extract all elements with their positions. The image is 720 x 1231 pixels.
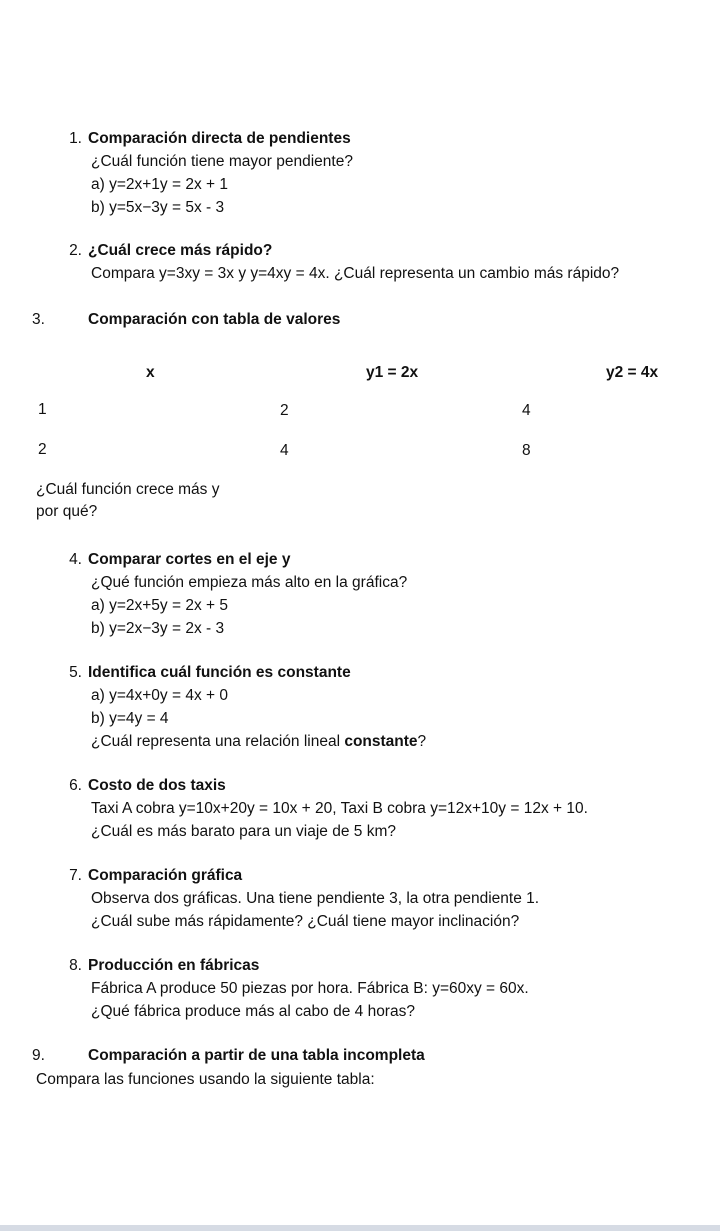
item-line: Taxi A cobra y=10x+20y = 10x + 20, Taxi B cobra y=12x+10y = 12x + 10. <box>91 800 588 817</box>
item-line: b) y=2x−3y = 2x - 3 <box>91 620 225 637</box>
item-line: ¿Cuál función tiene mayor pendiente? <box>91 153 353 170</box>
question-end: ? <box>417 733 427 750</box>
item-line: ¿Qué fábrica produce más al cabo de 4 horas? <box>91 1003 415 1020</box>
table-cell: 4 <box>522 402 531 419</box>
table-header: y1 = 2x <box>366 364 419 381</box>
item-number: 3. <box>32 311 45 328</box>
item-title: Comparación con tabla de valores <box>88 311 341 328</box>
item-title: Identifica cuál función es constante <box>88 664 351 681</box>
table-header: x <box>146 364 155 381</box>
question-emphasis: constante <box>344 733 418 750</box>
item-title: Comparar cortes en el eje y <box>88 551 291 568</box>
item-line: b) y=5x−3y = 5x - 3 <box>91 199 225 216</box>
item-number: 2. <box>69 242 82 259</box>
item-number: 8. <box>69 957 82 974</box>
item-line: a) y=4x+0y = 4x + 0 <box>91 687 229 704</box>
bottom-divider <box>0 1225 720 1231</box>
item-title: Costo de dos taxis <box>88 777 226 794</box>
item-question: ¿Cuál función crece más y <box>36 481 220 498</box>
item-title: Comparación directa de pendientes <box>88 130 351 147</box>
question-text: ¿Cuál representa una relación lineal <box>91 733 345 750</box>
item-title: Producción en fábricas <box>88 957 260 974</box>
item-number: 1. <box>69 130 82 147</box>
item-line: b) y=4y = 4 <box>91 710 169 727</box>
item-number: 9. <box>32 1047 45 1064</box>
item-title: Comparación a partir de una tabla incompleta <box>88 1047 425 1064</box>
item-line: ¿Cuál sube más rápidamente? ¿Cuál tiene mayor inclinación? <box>91 913 520 930</box>
table-header: y2 = 4x <box>606 364 659 381</box>
item-line: Fábrica A produce 50 piezas por hora. Fábrica B: y=60xy = 60x. <box>91 980 529 997</box>
item-line: ¿Cuál es más barato para un viaje de 5 km? <box>91 823 396 840</box>
item-number: 5. <box>69 664 82 681</box>
table-cell: 4 <box>280 442 289 459</box>
item-title: ¿Cuál crece más rápido? <box>88 242 273 259</box>
item-line: Compara y=3xy = 3x y y=4xy = 4x. ¿Cuál representa un cambio más rápido? <box>91 265 620 282</box>
table-cell: 1 <box>38 401 47 418</box>
table-cell: 2 <box>38 441 47 458</box>
table-cell: 2 <box>280 402 289 419</box>
item-title: Comparación gráfica <box>88 867 243 884</box>
item-line: Observa dos gráficas. Una tiene pendiente 3, la otra pendiente 1. <box>91 890 540 907</box>
item-number: 6. <box>69 777 82 794</box>
item-question <box>91 733 426 751</box>
item-line: a) y=2x+1y = 2x + 1 <box>91 176 229 193</box>
item-line: Compara las funciones usando la siguiente tabla: <box>36 1071 375 1088</box>
item-number: 4. <box>69 551 82 568</box>
item-question: por qué? <box>36 503 98 520</box>
table-cell: 8 <box>522 442 531 459</box>
item-line: ¿Qué función empieza más alto en la gráfica? <box>91 574 408 591</box>
item-number: 7. <box>69 867 82 884</box>
item-line: a) y=2x+5y = 2x + 5 <box>91 597 229 614</box>
